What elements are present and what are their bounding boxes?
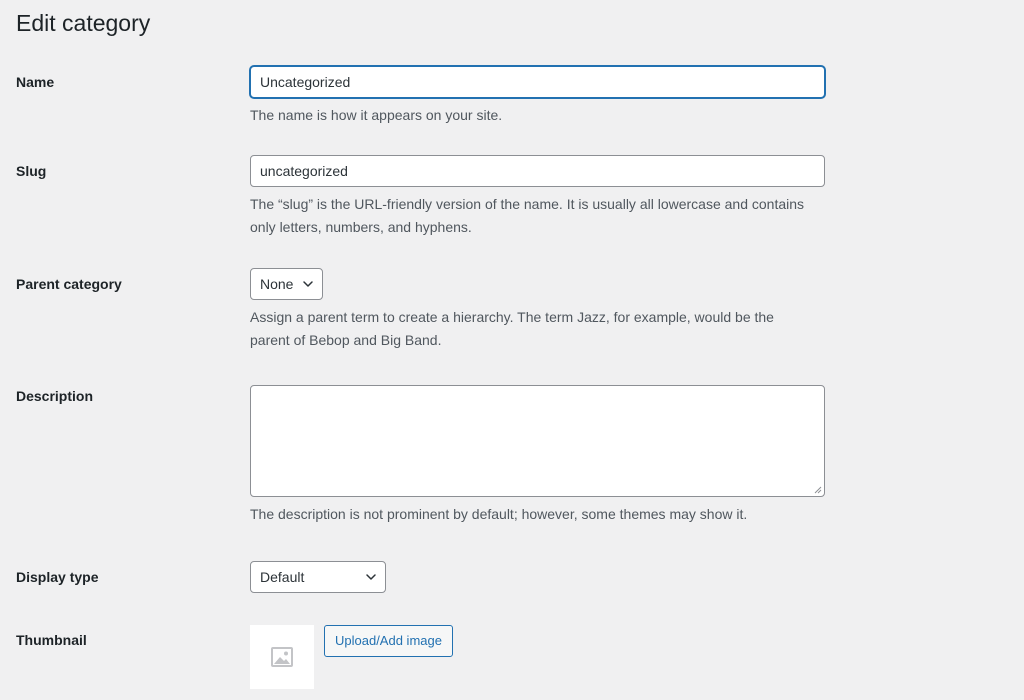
name-field-group	[250, 66, 826, 127]
description-field-group	[250, 385, 826, 526]
name-input[interactable]: Uncategorized	[250, 66, 825, 98]
page-title: Edit category	[16, 10, 151, 36]
name-help: The name is how it appears on your site.	[250, 107, 503, 123]
slug-field-group	[250, 155, 826, 239]
parent-category-label: Parent category	[16, 276, 122, 292]
description-textarea[interactable]	[250, 385, 825, 497]
thumbnail-preview	[250, 625, 314, 689]
resize-handle-icon[interactable]	[814, 486, 822, 494]
chevron-down-icon	[302, 278, 314, 290]
image-placeholder-icon	[271, 646, 293, 668]
slug-input[interactable]: uncategorized	[250, 155, 825, 187]
parent-category-selected: None	[260, 276, 294, 292]
name-label: Name	[16, 74, 55, 90]
slug-help: The “slug” is the URL-friendly version of the name. It is usually all lowercase and contains only letters, numbers, and hyphens.	[250, 196, 805, 235]
thumbnail-field-group	[250, 625, 826, 689]
description-label: Description	[16, 388, 94, 404]
parent-category-field-group	[250, 268, 826, 352]
slug-label: Slug	[16, 163, 47, 179]
display-type-selected: Default	[260, 569, 305, 585]
parent-category-help: Assign a parent term to create a hierarchy. The term Jazz, for example, would be the parent of Bebop and Big Band.	[250, 309, 774, 348]
parent-category-select[interactable]	[250, 268, 323, 300]
thumbnail-label: Thumbnail	[16, 632, 87, 648]
display-type-label: Display type	[16, 569, 99, 585]
display-type-field-group	[250, 561, 826, 593]
description-help: The description is not prominent by default; however, some themes may show it.	[250, 506, 748, 522]
upload-add-image-button[interactable]: Upload/Add image	[324, 625, 453, 657]
display-type-select[interactable]	[250, 561, 386, 593]
chevron-down-icon	[365, 571, 377, 583]
